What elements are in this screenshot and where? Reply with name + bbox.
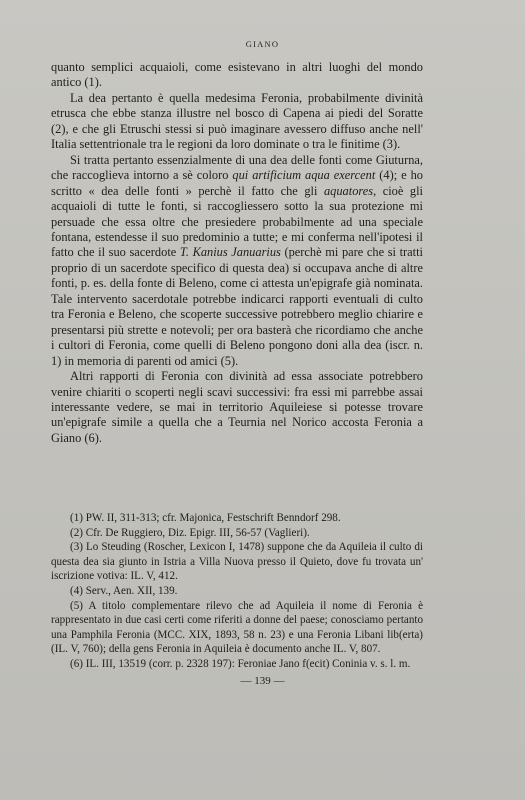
italic-phrase: aquatores — [323, 183, 374, 198]
paragraph-altri-rapporti: Altri rapporti di Feronia con divinità ad essa associate potrebbero venire chiariti o scoperti negli scavi successivi: fra essi mi parrebbe assai interessante vedere, se mai in territorio Aquileiese si potesse trovare un'epigrafe simile a quella che a Teurnia nel Norico accosta Feronia a Giano (6). — [51, 369, 423, 445]
footnote-5: (5) A titolo complementare rilevo che ad Aquileia il nome di Feronia è rappresentato in due casi certi come riferiti a donne del paese; conosciamo pertanto una Pamphila Feronia (MCC. XIX, 1893, 58 n. 23) e una Feronia Libani lib(erta) (IL. V, 760); della gens Feronia in Aquileia è documento anche IL. V, 807. — [51, 599, 423, 656]
paragraph-dea-delle-fonti: Si tratta pertanto essenzialmente di una dea delle fonti come Giuturna, che raccoglieva intorno a sè coloro qui artificium aqua exercent (4); e ho scritto « dea delle fonti » perchè il fatto che gli aquatores, cioè gli acquaioli di tutte le fonti, si raccogliessero sotto la sua protezione mi persuade che essa oltre che presiedere probabilmente ad una speciale fontana, estendesse il suo predominio a tutte; e mi conferma nell'ipotesi il fatto che il suo sacerdote T. Kanius Januarius (perchè mi pare che si tratti proprio di un sacerdote specifico di questa dea) si occupava anche di altre fonti, p. es. della fonte di Beleno, come ci attesta un'epigrafe già nominata. Tale intervento sacerdotale potrebbe indicarci rapporti eventuali di culto tra Feronia e Beleno, che scoperte successive potrebbero meglio chiarire e presentarsi più strette e notevoli; per ora basterà che ricordiamo che anche i cultori di Feronia, come quelli di Beleno pongono doni alla dea (iscr. n. 1) in memoria di parenti od amici (5). — [51, 152, 423, 368]
paragraph-feronia-dea: La dea pertanto è quella medesima Feronia, probabilmente divinità etrusca che ebbe stanza illustre nel bosco di Capena ai piedi del Soratte (2), e che gli Etruschi stessi si può imaginare avessero diffuso anche nell' Italia settentrionale tra le regioni da loro dominate o tra le finitime (3). — [51, 90, 423, 152]
footnotes — [51, 511, 423, 672]
footnote-1: (1) PW. II, 311-313; cfr. Majonica, Festschrift Benndorf 298. — [70, 512, 341, 524]
footnote-2: (2) Cfr. De Ruggiero, Diz. Epigr. III, 56-57 (Vaglieri). — [70, 526, 310, 539]
footnote-4: (4) Serv., Aen. XII, 139. — [70, 584, 178, 597]
italic-phrase: qui artificium aqua exercent — [232, 168, 376, 183]
page-number: — 139 — — [240, 675, 285, 687]
footnote-3: (3) Lo Steuding (Roscher, Lexicon I, 1478) suppone che da Aquileia il culto di questa dea sia giunto in Istria a Villa Nuova presso il Quieto, dove fu trovata un' iscrizione votiva: IL. V, 412. — [51, 541, 423, 583]
running-header: GIANO — [245, 39, 280, 49]
footnote-6: (6) IL. III, 13519 (corr. p. 2328 197): Feroniae Jano f(ecit) Coninia v. s. l. m. — [70, 657, 411, 670]
italic-phrase: T. Kanius Januarius — [179, 245, 281, 260]
paragraph-continuation: quanto semplici acquaioli, come esistevano in altri luoghi del mondo antico (1). — [51, 60, 423, 90]
main-text — [51, 60, 423, 446]
